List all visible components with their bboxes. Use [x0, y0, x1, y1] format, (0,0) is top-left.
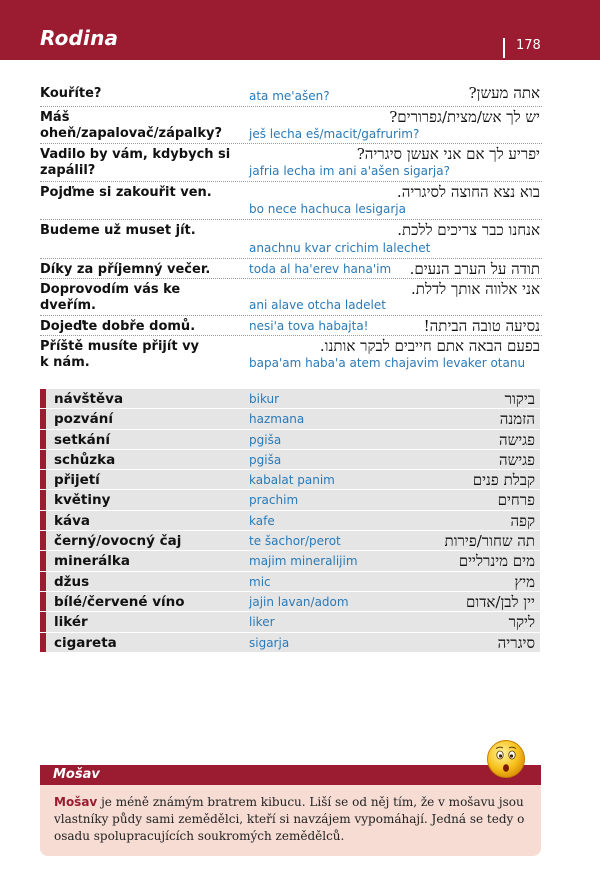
phrase-row	[40, 144, 542, 182]
table-row	[40, 612, 540, 632]
row-accent-bar	[40, 511, 46, 530]
vocab-czech: cigareta	[54, 634, 117, 651]
phrase-czech: Doprovodím vás ke dveřím.	[40, 282, 181, 313]
phrase-row	[40, 182, 542, 220]
vocab-transcription: bikur	[249, 392, 280, 406]
phrase-czech: Díky za příjemný večer.	[40, 262, 211, 277]
vocab-transcription: kafe	[249, 513, 275, 528]
vocab-czech: schůzka	[54, 451, 116, 468]
phrase-row	[40, 316, 542, 336]
phrase-list	[40, 83, 542, 374]
table-row	[40, 430, 540, 450]
row-accent-bar	[40, 490, 46, 509]
vocab-hebrew: פגישה	[499, 450, 535, 469]
vocab-czech: pozvání	[54, 411, 113, 428]
phrase-row	[40, 220, 542, 259]
page-header	[0, 0, 600, 60]
info-box-header	[40, 765, 541, 785]
phrase-hebrew: תודה על הערב הנעים.	[409, 260, 540, 278]
row-accent-bar	[40, 572, 46, 591]
table-row	[40, 490, 540, 510]
row-accent-bar	[40, 633, 46, 652]
vocab-transcription: pgiša	[249, 452, 282, 467]
row-accent-bar	[40, 430, 46, 449]
vocab-transcription: mic	[249, 574, 271, 589]
row-accent-bar	[40, 612, 46, 631]
vocab-transcription: kabalat panim	[249, 473, 335, 488]
row-accent-bar	[40, 409, 46, 428]
vocab-czech: bílé/červené víno	[54, 593, 185, 610]
vocab-czech: černý/ovocný čaj	[54, 533, 182, 550]
page-number: 178	[516, 38, 541, 53]
vocabulary-table	[40, 389, 540, 653]
phrase-hebrew: יש לך אש/מצית/גפרורים?	[389, 108, 540, 126]
vocab-hebrew: תה שחור/פירות	[444, 532, 535, 551]
phrase-czech: Dojeďte dobře domů.	[40, 319, 196, 334]
page-title: Rodina	[40, 26, 119, 50]
header-divider	[503, 38, 505, 58]
phrase-transcription: ješ lecha eš/macit/gafrurim?	[249, 127, 420, 141]
vocab-czech: džus	[54, 573, 90, 590]
phrase-czech: Pojďme si zakouřit ven.	[40, 185, 212, 200]
phrase-row	[40, 259, 542, 279]
info-box-text	[54, 794, 532, 845]
table-row	[40, 572, 540, 592]
row-accent-bar	[40, 389, 46, 408]
phrase-transcription: nesi'a tova habajta!	[249, 319, 369, 333]
vocab-czech: květiny	[54, 492, 111, 509]
vocab-hebrew: קפה	[510, 511, 535, 530]
vocab-transcription: pgiša	[249, 432, 282, 447]
vocab-czech: přijetí	[54, 472, 100, 489]
phrase-transcription: ata me'ašen?	[249, 89, 330, 103]
phrase-hebrew: בוא נצא החוצה לסיגריה.	[396, 183, 540, 201]
vocab-hebrew: מים מינרליים	[458, 552, 535, 571]
phrase-transcription: anachnu kvar crichim lalechet	[249, 241, 431, 255]
vocab-transcription: sigarja	[249, 635, 290, 650]
vocab-czech: minerálka	[54, 553, 130, 570]
info-box-body: je méně známým bratrem kibucu. Liší se od něj tím, že v mošavu jsou vlastníky půdy sami zemědělci, kteří si navzájem vypomáhají. Jedná se tedy o osadu spolupracujících soukromých zemědělců.	[54, 795, 525, 843]
vocab-czech: káva	[54, 512, 90, 529]
vocab-hebrew: קבלת פנים	[472, 471, 535, 490]
vocab-hebrew: מיץ	[514, 572, 535, 591]
phrase-transcription: bapa'am haba'a atem chajavim levaker otanu	[249, 356, 526, 370]
phrase-row	[40, 107, 542, 144]
row-accent-bar	[40, 531, 46, 550]
vocab-transcription: jajin lavan/adom	[249, 594, 349, 609]
info-box-term: Mošav	[54, 795, 98, 809]
vocab-hebrew: הזמנה	[499, 410, 535, 429]
phrase-czech: Máš oheň/zapalovač/zápalky?	[40, 110, 223, 141]
table-row	[40, 633, 540, 653]
vocab-hebrew: פרחים	[497, 491, 535, 510]
vocab-hebrew: ביקור	[504, 390, 535, 408]
phrase-row	[40, 279, 542, 316]
phrase-hebrew: בפעם הבאה אתם חייבים לבקר אותנו.	[319, 337, 540, 355]
phrase-transcription: jafria lecha im ani a'ašen sigarja?	[249, 164, 450, 178]
phrase-czech: Kouříte?	[40, 86, 102, 101]
phrase-czech: Příště musíte přijít vy k nám.	[40, 339, 200, 370]
phrase-hebrew: אתה מעשן?	[468, 84, 540, 102]
table-row	[40, 470, 540, 490]
phrase-hebrew: נסיעה טובה הביתה!	[423, 317, 540, 335]
vocab-hebrew: סיגריה	[497, 633, 535, 652]
vocab-transcription: hazmana	[249, 412, 305, 427]
phrase-transcription: bo nece hachuca lesigarja	[249, 202, 406, 216]
row-accent-bar	[40, 551, 46, 570]
row-accent-bar	[40, 470, 46, 489]
vocab-czech: návštěva	[54, 391, 124, 407]
phrase-hebrew: אנחנו כבר צריכים ללכת.	[397, 221, 540, 239]
table-row	[40, 511, 540, 531]
vocab-czech: setkání	[54, 431, 110, 448]
row-accent-bar	[40, 450, 46, 469]
vocab-transcription: liker	[249, 615, 275, 630]
info-box	[40, 765, 541, 856]
vocab-transcription: majim mineralijim	[249, 554, 358, 569]
phrase-row	[40, 83, 542, 107]
table-row	[40, 551, 540, 571]
table-row	[40, 409, 540, 429]
table-row	[40, 450, 540, 470]
phrase-transcription: toda al ha'erev hana'im	[249, 262, 392, 276]
phrase-row	[40, 336, 542, 374]
table-row	[40, 389, 540, 409]
vocab-hebrew: יין לבן/אדום	[466, 592, 535, 611]
vocab-hebrew: ליקר	[508, 613, 535, 632]
phrase-transcription: ani alave otcha ladelet	[249, 298, 386, 312]
info-box-title: Mošav	[53, 767, 100, 782]
table-row	[40, 592, 540, 612]
vocab-transcription: te šachor/perot	[249, 534, 341, 549]
phrase-hebrew: יפריע לך אם אני אעשן סיגריה?	[356, 145, 540, 163]
vocab-transcription: prachim	[249, 493, 299, 508]
surprised-face-icon	[486, 739, 526, 779]
phrase-czech: Vadilo by vám, kdybych si zapálil?	[40, 147, 231, 178]
vocab-czech: likér	[54, 614, 88, 631]
row-accent-bar	[40, 592, 46, 611]
table-row	[40, 531, 540, 551]
phrase-czech: Budeme už muset jít.	[40, 223, 196, 238]
phrase-hebrew: אני אלווה אותך לדלת.	[411, 280, 540, 298]
vocab-hebrew: פגישה	[499, 430, 535, 449]
